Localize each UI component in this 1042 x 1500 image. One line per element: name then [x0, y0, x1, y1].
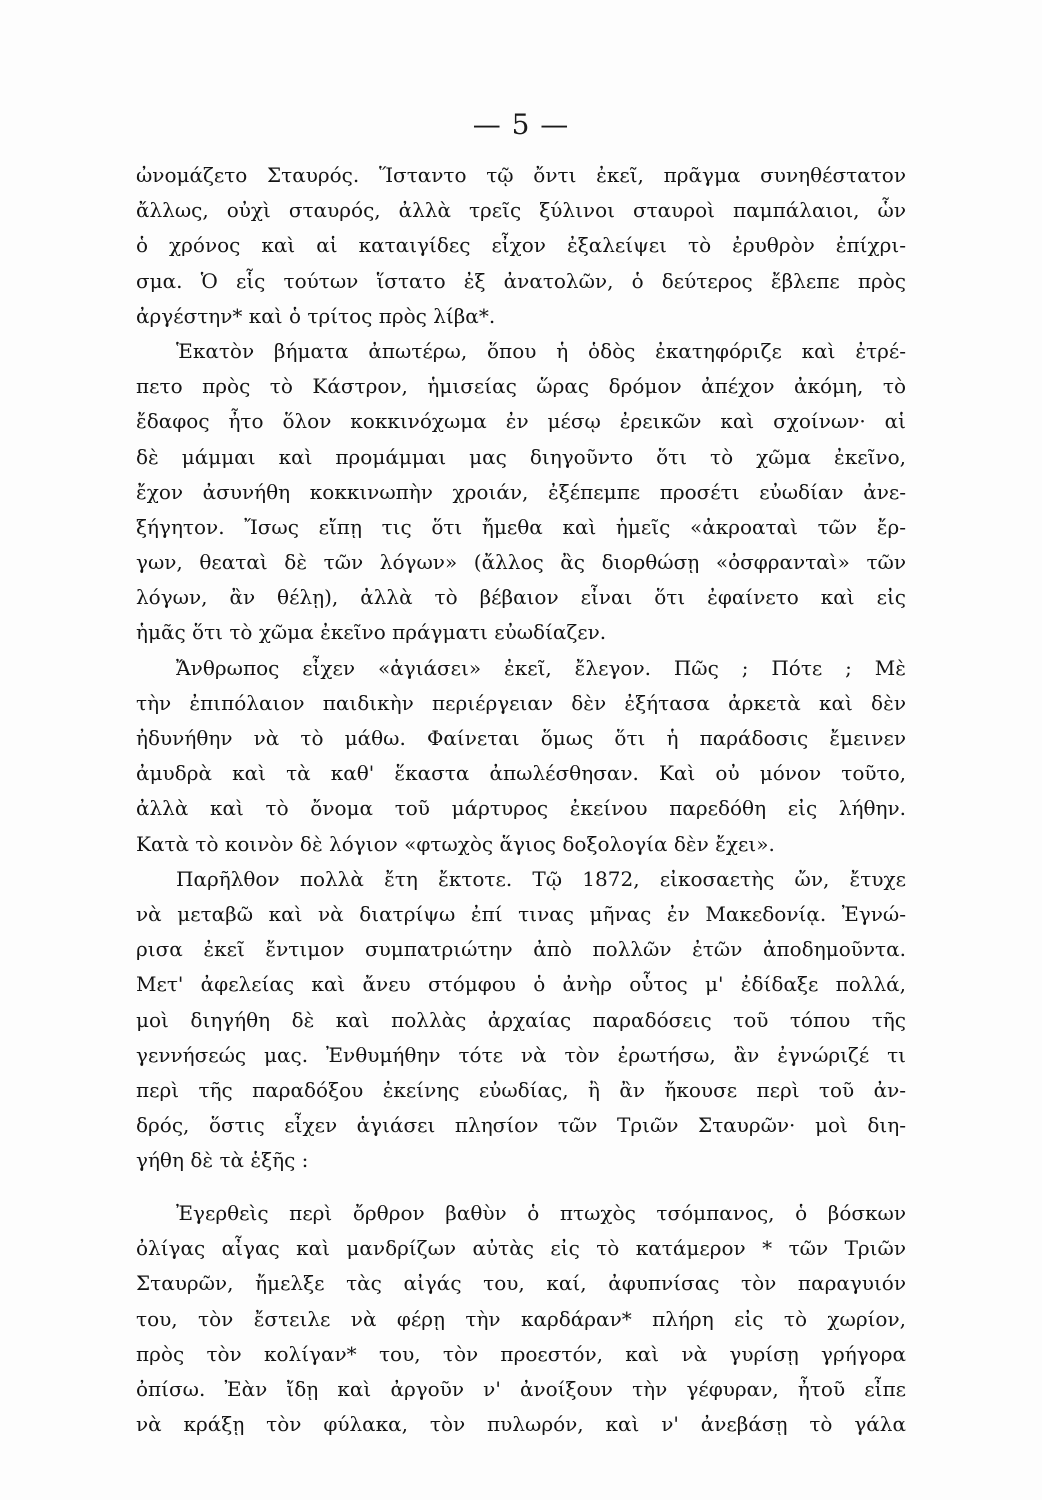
text-line: νὰ μεταβῶ καὶ νὰ διατρίψω ἐπί τινας μῆνας ἐν Μακεδονίᾳ. Ἐγνώ- [136, 901, 906, 926]
text-line: ἠδυνήθην νὰ τὸ μάθω. Φαίνεται ὅμως ὅτι ἡ παράδοσις ἔμεινεν [136, 726, 906, 750]
text-line: ξήγητον. Ἴσως εἴπῃ τις ὅτι ἤμεθα καὶ ἡμεῖς «ἀκροαταὶ τῶν ἔρ- [136, 514, 906, 539]
text-line: περὶ τῆς παραδόξου ἐκείνης εὐωδίας, ἢ ἂν ἤκουσε περὶ τοῦ ἀν- [136, 1077, 906, 1102]
text-line: Ἑκατὸν βήματα ἀπωτέρω, ὅπου ἡ ὁδὸς ἐκατηφόριζε καὶ ἐτρέ- [176, 338, 906, 363]
text-line: Μετ' ἀφελείας καὶ ἄνευ στόμφου ὁ ἀνὴρ οὗτος μ' ἐδίδαξε πολλά, [136, 972, 906, 997]
text-line: ἔχον ἀσυνήθη κοκκινωπὴν χροιάν, ἐξέπεμπε προσέτι εὐωδίαν ἀνε- [136, 479, 906, 504]
text-line: ὁ χρόνος καὶ αἱ καταιγίδες εἶχον ἐξαλείψει τὸ ἐρυθρὸν ἐπίχρι- [136, 233, 906, 258]
text-line: ἄλλως, οὐχὶ σταυρός, ἀλλὰ τρεῖς ξύλινοι σταυροὶ παμπάλαιοι, ὧν [136, 198, 906, 223]
text-line: ἀλλὰ καὶ τὸ ὄνομα τοῦ μάρτυρος ἐκείνου παρεδόθη εἰς λήθην. [136, 796, 906, 821]
text-line: ὠνομάζετο Σταυρός. Ἵσταντο τῷ ὄντι ἐκεῖ, πρᾶγμα συνηθέστατον [136, 163, 906, 187]
text-line: Ἄνθρωπος εἶχεν «ἁγιάσει» ἐκεῖ, ἔλεγον. Πῶς ; Πότε ; Μὲ [176, 655, 906, 680]
story-text-block [136, 1196, 906, 1442]
text-line: ὀλίγας αἶγας καὶ μανδρίζων αὐτὰς εἰς τὸ κατάμερον * τῶν Τριῶν [136, 1236, 906, 1261]
text-line: Σταυρῶν, ἤμελξε τὰς αἰγάς του, καί, ἀφυπνίσας τὸν παραγυιόν [136, 1271, 906, 1296]
text-line: Ἐγερθεὶς περὶ ὄρθρον βαθὺν ὁ πτωχὸς τσόμπανος, ὁ βόσκων [176, 1201, 906, 1225]
text-line: νὰ κράξῃ τὸν φύλακα, τὸν πυλωρόν, καὶ ν' ἀνεβάσῃ τὸ γάλα [136, 1412, 906, 1437]
main-text-block [136, 158, 906, 1178]
text-line: σμα. Ὁ εἷς τούτων ἵστατο ἐξ ἀνατολῶν, ὁ δεύτερος ἔβλεπε πρὸς [136, 268, 906, 293]
text-line: λόγων, ἂν θέλῃ), ἀλλὰ τὸ βέβαιον εἶναι ὅτι ἐφαίνετο καὶ εἰς [136, 585, 906, 610]
text-line: μοὶ διηγήθη δὲ καὶ πολλὰς ἀρχαίας παραδόσεις τοῦ τόπου τῆς [136, 1007, 906, 1032]
text-line: τὴν ἐπιπόλαιον παιδικὴν περιέργειαν δὲν ἐξήτασα ἀρκετὰ καὶ δὲν [136, 690, 906, 715]
text-line: γήθη δὲ τὰ ἑξῆς : [136, 1148, 309, 1173]
text-line: του, τὸν ἔστειλε νὰ φέρῃ τὴν καρδάραν* πλήρη εἰς τὸ χωρίον, [136, 1306, 906, 1331]
text-line: δρός, ὅστις εἶχεν ἁγιάσει πλησίον τῶν Τριῶν Σταυρῶν· μοὶ διη- [136, 1113, 906, 1138]
text-line: ἀργέστην* καὶ ὁ τρίτος πρὸς λίβα*. [136, 303, 496, 328]
text-line: ἡμᾶς ὅτι τὸ χῶμα ἐκεῖνο πράγματι εὐωδίαζεν. [136, 620, 607, 645]
text-line: γεννήσεώς μας. Ἐνθυμήθην τότε νὰ τὸν ἐρωτήσω, ἂν ἐγνώριζέ τι [136, 1042, 906, 1067]
text-line: ἀμυδρὰ καὶ τὰ καθ' ἕκαστα ἀπωλέσθησαν. Καὶ οὐ μόνον τοῦτο, [136, 761, 906, 786]
text-line: γων, θεαταὶ δὲ τῶν λόγων» (ἄλλος ἂς διορθώσῃ «ὀσφρανταὶ» τῶν [136, 550, 906, 575]
text-line: πετο πρὸς τὸ Κάστρον, ἡμισείας ὥρας δρόμον ἀπέχον ἀκόμη, τὸ [136, 374, 906, 399]
text-line: ἔδαφος ἦτο ὅλον κοκκινόχωμα ἐν μέσῳ ἐρεικῶν καὶ σχοίνων· αἱ [136, 409, 906, 434]
text-line: πρὸς τὸν κολίγαν* του, τὸν προεστόν, καὶ νὰ γυρίσῃ γρήγορα [136, 1341, 906, 1366]
page-number: — 5 — [472, 108, 570, 141]
text-line: ρισα ἐκεῖ ἔντιμον συμπατριώτην ἀπὸ πολλῶν ἐτῶν ἀποδημοῦντα. [136, 937, 906, 962]
text-line: Κατὰ τὸ κοινὸν δὲ λόγιον «φτωχὸς ἅγιος δοξολογία δὲν ἔχει». [136, 831, 775, 856]
text-line: ὀπίσω. Ἐὰν ἴδῃ καὶ ἀργοῦν ν' ἀνοίξουν τὴν γέφυραν, ἦτοῦ εἶπε [136, 1376, 906, 1401]
text-line: Παρῆλθον πολλὰ ἔτη ἔκτοτε. Τῷ 1872, εἰκοσαετὴς ὤν, ἔτυχε [176, 866, 906, 891]
text-line: δὲ μάμμαι καὶ προμάμμαι μας διηγοῦντο ὅτι τὸ χῶμα ἐκεῖνο, [136, 444, 906, 469]
